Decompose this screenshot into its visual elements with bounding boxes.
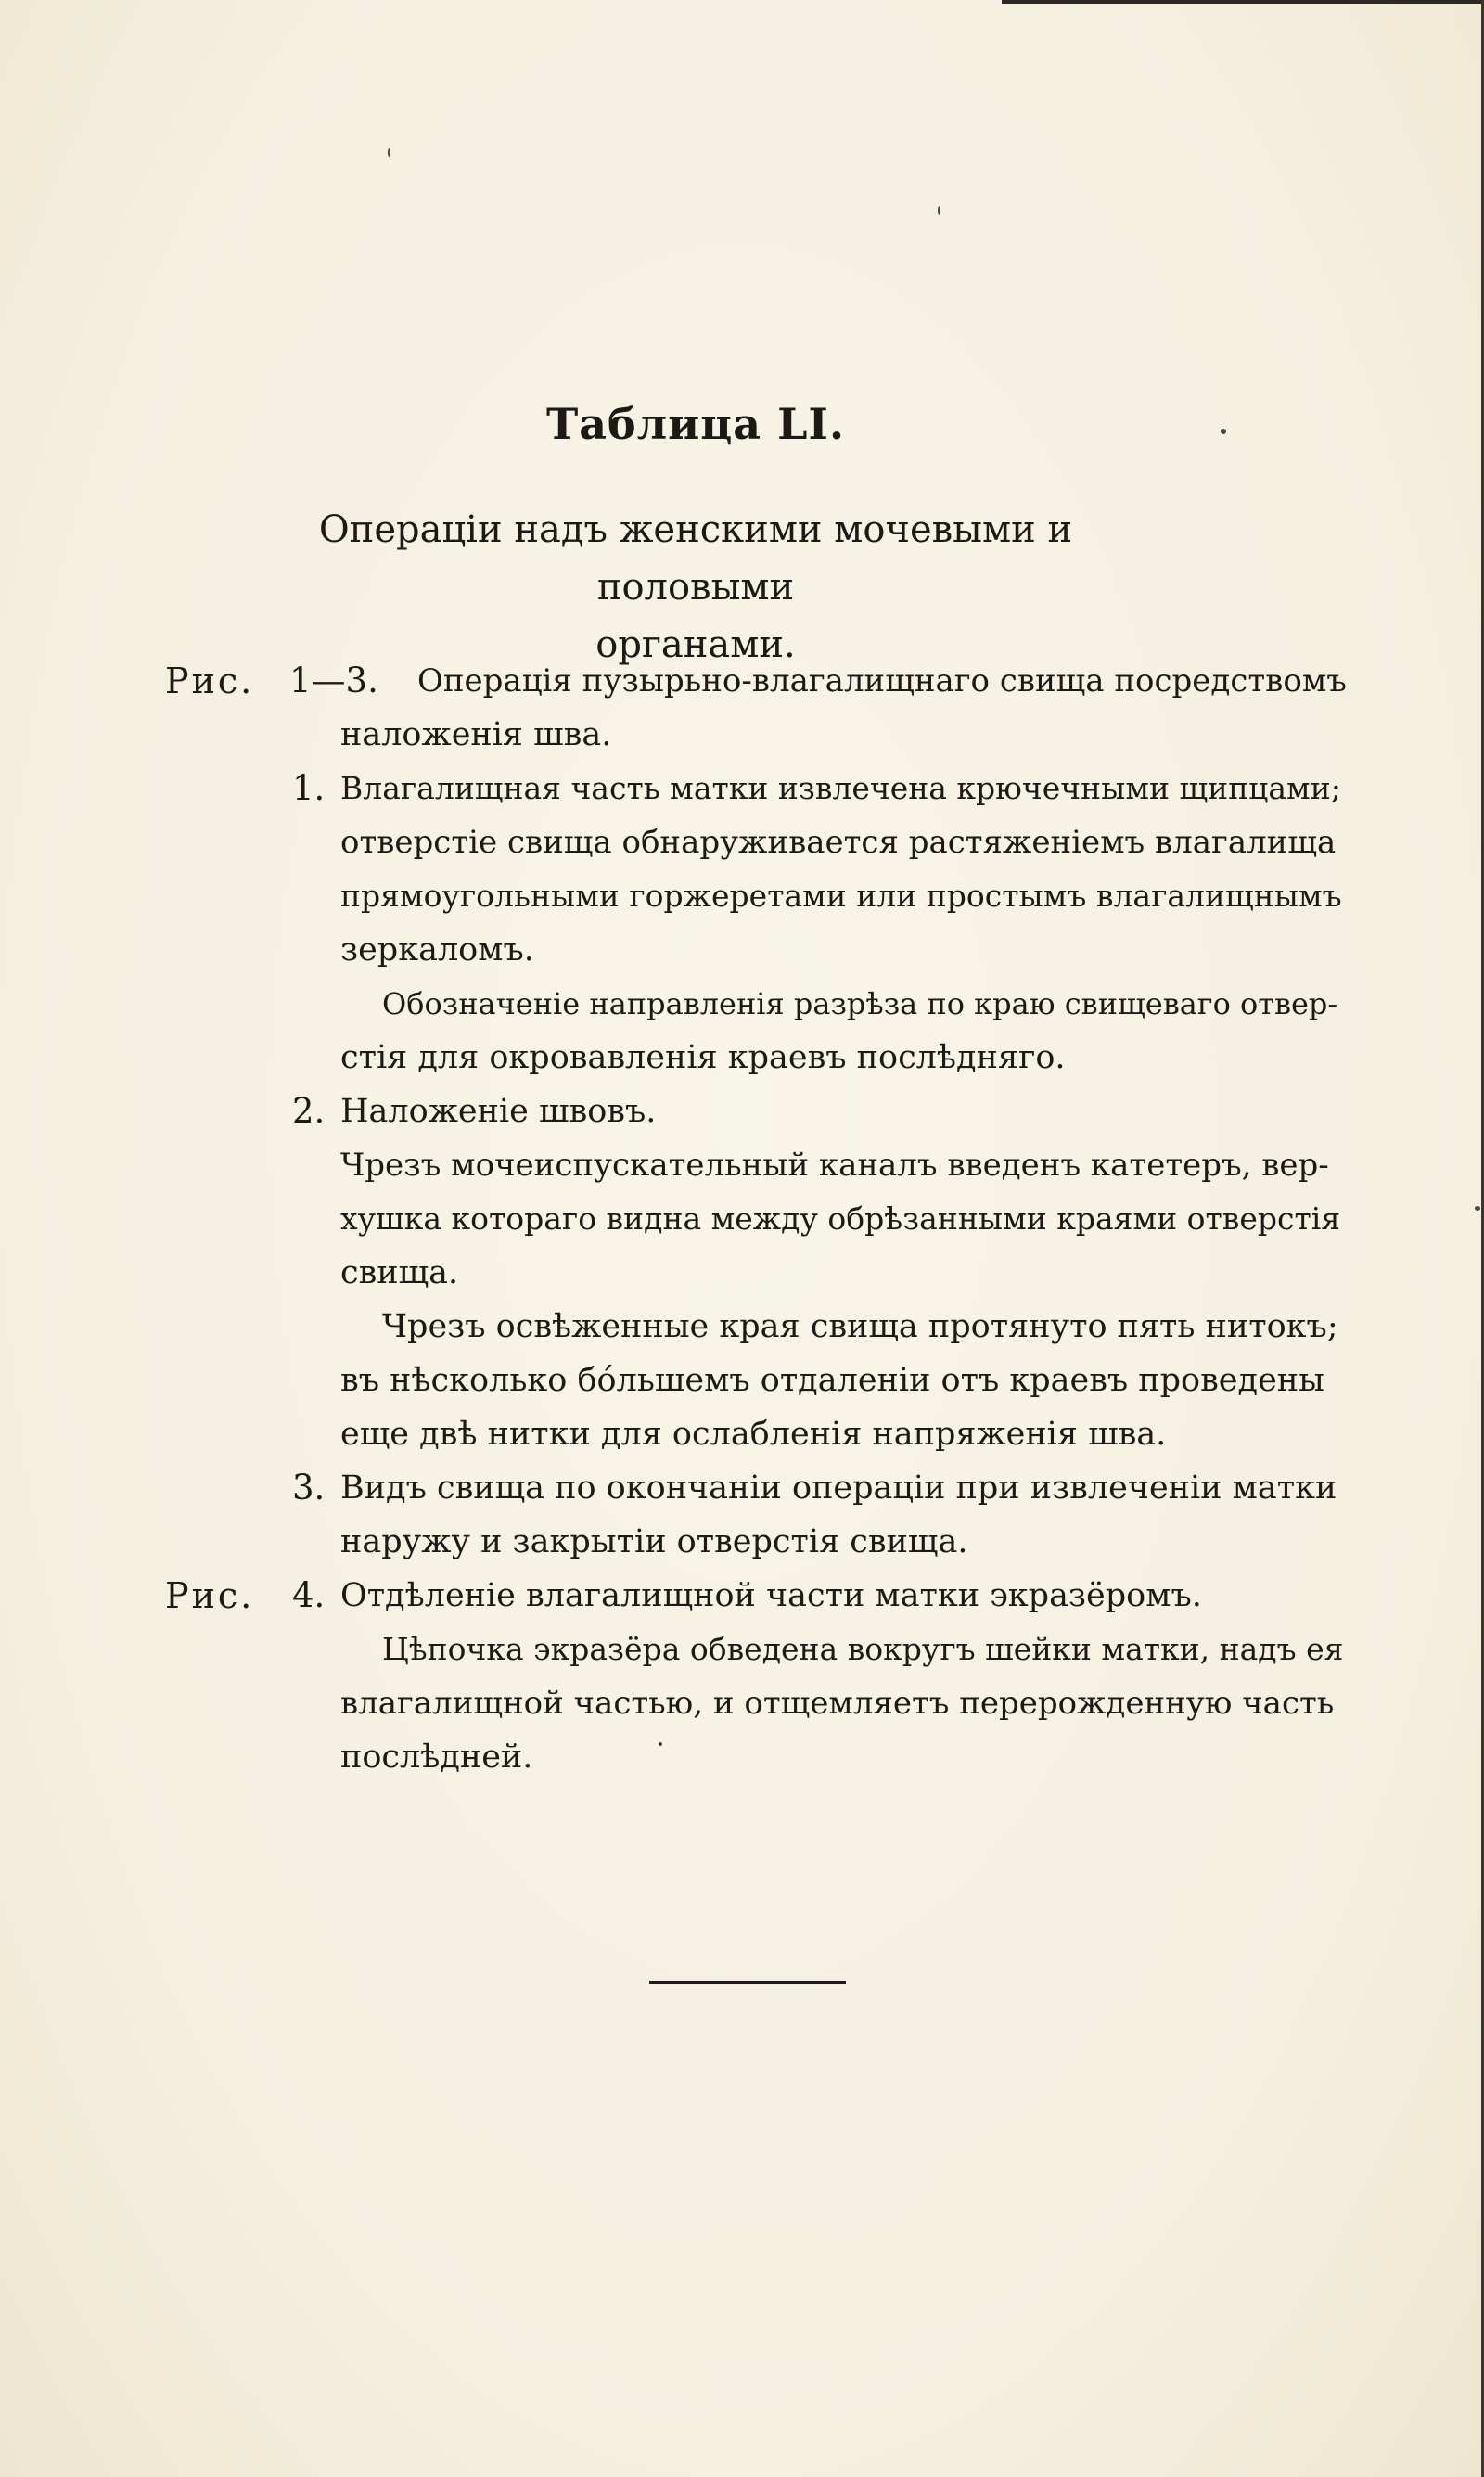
item-number: 2. xyxy=(292,1091,326,1131)
entry-text-line: прямоугольными горжеретами или простымъ влагалищнымъ xyxy=(340,878,1342,914)
entry-text-line: Отдѣленіе влагалищной части матки экразёромъ. xyxy=(340,1577,1202,1614)
entry-text-line: послѣдней. xyxy=(340,1739,533,1776)
entry-text-line: наружу и закрытіи отверстія свища. xyxy=(340,1523,968,1560)
closing-rule xyxy=(649,1981,846,1984)
page-title: Таблица LI. xyxy=(546,399,845,449)
entry-text-line: Влагалищная часть матки извлечена крючечными щипцами; xyxy=(340,770,1341,806)
speck-5 xyxy=(659,1742,662,1746)
figure-label: Рис. xyxy=(165,1575,255,1616)
speck-2 xyxy=(938,206,940,215)
entry-text-line: еще двѣ нитки для ослабленія напряженія шва. xyxy=(340,1416,1167,1453)
entry-text-line: отверстіе свища обнаруживается растяженіемъ влагалища xyxy=(340,824,1337,861)
entry-text-line: Наложеніе швовъ. xyxy=(340,1093,657,1130)
speck-4 xyxy=(1475,1206,1480,1211)
entry-text-line: свища. xyxy=(340,1254,459,1291)
subtitle-line-2: органами. xyxy=(595,623,796,666)
entry-text-line: Обозначеніе направленія разрѣза по краю свищеваго отвер- xyxy=(382,986,1338,1021)
entry-text-line: зеркаломъ. xyxy=(340,931,534,969)
entry-text-line: Цѣпочка экразёра обведена вокругъ шейки матки, надъ ея xyxy=(382,1631,1344,1667)
page-top-edge xyxy=(1002,0,1484,4)
item-number: 1. xyxy=(292,768,326,808)
entry-text-line: Операція пузырьно-влагалищнаго свища посредствомъ xyxy=(417,662,1347,699)
entry-text-line: влагалищной частью, и отщемляетъ перерожденную часть xyxy=(340,1685,1335,1722)
entry-text-line: стія для окровавленія краевъ послѣдняго. xyxy=(340,1039,1066,1076)
figure-number: 1—3. xyxy=(289,661,378,700)
entry-text-line: въ нѣсколько бо́льшемъ отдаленіи отъ краевъ проведены xyxy=(340,1362,1324,1399)
speck-1 xyxy=(388,148,390,157)
figure-label: Рис. xyxy=(165,661,255,701)
entry-text-line: Чрезъ мочеиспускательный каналъ введенъ катетеръ, вер- xyxy=(340,1147,1329,1184)
entry-text-line: хушка котораго видна между обрѣзанными краями отверстія xyxy=(340,1200,1341,1237)
item-number: 3. xyxy=(292,1468,326,1508)
figure-number: 4. xyxy=(292,1575,326,1615)
subtitle-line-1: Операціи надъ женскими мочевыми и половыми xyxy=(318,508,1073,609)
entry-text-line: Видъ свища по окончаніи операціи при извлеченіи матки xyxy=(340,1470,1337,1507)
page-subtitle xyxy=(232,501,1159,674)
entry-text-line: наложенія шва. xyxy=(340,716,612,753)
entry-text-line: Чрезъ освѣженные края свища протянуто пять нитокъ; xyxy=(382,1308,1338,1345)
